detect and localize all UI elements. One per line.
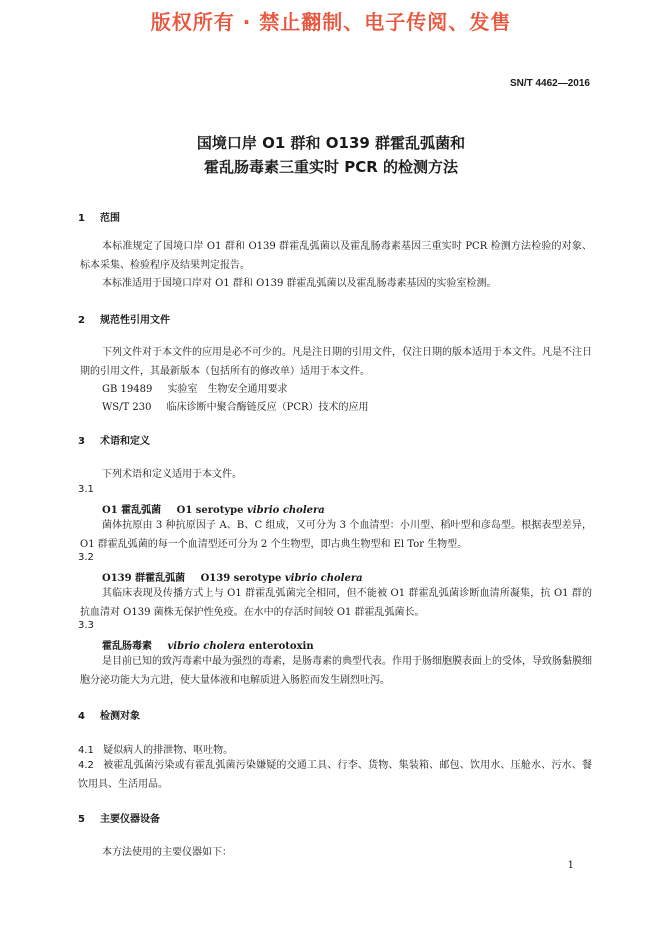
term-en: enterotoxin — [248, 641, 314, 652]
reference-1 — [102, 380, 288, 395]
section-1-paragraph-1: 本标准规定了国境口岸 O1 群和 O139 群霍乱弧菌以及霍乱肠毒素基因三重实时 PCR 检测方法检验的对象、标本采集、检验程序及结果判定报告。 — [80, 241, 592, 271]
section-2-paragraph-1: 下列文件对于本文件的应用是必不可少的。凡是注日期的引用文件，仅注日期的版本适用于本文件。凡是不注日期的引用文件，其最新版本（包括所有的修改单）适用于本文件。 — [80, 347, 592, 377]
reference-code: GB 19489 — [102, 384, 153, 395]
title-line-2: 霍乱肠毒素三重实时 PCR 的检测方法 — [204, 158, 458, 176]
reference-2 — [102, 398, 369, 413]
term-3-1-title — [102, 501, 325, 516]
section-number: 3 — [78, 436, 85, 447]
title-line-1: 国境口岸 O1 群和 O139 群霍乱弧菌和 — [196, 134, 466, 152]
item-text: 疑似病人的排泄物、呕吐物。 — [103, 745, 234, 756]
term-3-2-number: 3.2 — [78, 552, 94, 563]
term-3-1-definition: 菌体抗原由 3 种抗原因子 A、B、C 组成，又可分为 3 个血清型：小川型、稻叶型和彦岛型。根据表型差异，O1 群霍乱弧菌的每一个血清型还可分为 2 个生物型，即古典生物型和 El Tor 生物型。 — [80, 520, 592, 550]
item-4-2 — [78, 756, 592, 794]
term-latin: vibrio cholera — [167, 641, 246, 652]
reference-title: 临床诊断中聚合酶链反应（PCR）技术的应用 — [166, 402, 369, 413]
term-3-3-definition: 是目前已知的致泻毒素中最为强烈的毒素，是肠毒素的典型代表。作用于肠细胞膜表面上的受体，导致肠黏膜细胞分泌功能大为亢进，使大量体液和电解质进入肠腔而发生剧烈吐泻。 — [80, 656, 592, 686]
page-number: 1 — [567, 860, 574, 871]
section-5-paragraph-1: 本方法使用的主要仪器如下： — [102, 847, 232, 858]
term-en: O139 serotype — [200, 573, 282, 584]
section-number: 2 — [78, 315, 85, 326]
term-3-2-title — [102, 569, 363, 584]
section-title: 术语和定义 — [100, 436, 150, 447]
term-cn: 霍乱肠毒素 — [102, 641, 152, 652]
standard-number: SN/T 4462—2016 — [509, 78, 590, 89]
section-title: 规范性引用文件 — [100, 315, 170, 326]
term-latin: vibrio cholera — [247, 505, 325, 516]
section-1-heading — [78, 209, 120, 224]
watermark-banner: 版权所有 · 禁止翻制、电子传阅、发售 — [150, 10, 512, 34]
item-number: 4.2 — [78, 760, 94, 771]
section-number: 1 — [78, 213, 85, 224]
term-3-2-definition: 其临床表现及传播方式上与 O1 群霍乱弧菌完全相同，但不能被 O1 群霍乱弧菌诊断血清所凝集，抗 O1 群的抗血清对 O139 菌株无保护性免疫。在水中的存活时间较 O1 群霍乱弧菌长。 — [80, 588, 592, 618]
section-title: 检测对象 — [100, 711, 140, 722]
term-cn: O139 群霍乱弧菌 — [102, 573, 186, 584]
section-title: 范围 — [100, 213, 120, 224]
item-number: 4.1 — [78, 745, 94, 756]
section-3-heading — [78, 432, 150, 447]
term-cn: O1 霍乱弧菌 — [102, 505, 162, 516]
section-number: 4 — [78, 711, 85, 722]
term-latin: vibrio cholera — [284, 573, 363, 584]
section-2-heading — [78, 311, 170, 326]
reference-code: WS/T 230 — [102, 402, 152, 413]
term-3-1-number: 3.1 — [78, 484, 94, 495]
document-title — [0, 131, 662, 179]
term-3-3-number: 3.3 — [78, 620, 94, 631]
section-3-intro: 下列术语和定义适用于本文件。 — [102, 469, 242, 480]
section-4-heading — [78, 707, 140, 722]
item-text: 被霍乱弧菌污染或有霍乱弧菌污染嫌疑的交通工具、行李、货物、集装箱、邮包、饮用水、压舱水、污水、餐饮用具、生活用品。 — [78, 760, 593, 790]
section-title: 主要仪器设备 — [100, 814, 160, 825]
term-3-3-title — [102, 637, 314, 652]
term-en: O1 serotype — [176, 505, 244, 516]
section-1-paragraph-2: 本标准适用于国境口岸对 O1 群和 O139 群霍乱弧菌以及霍乱肠毒素基因的实验室检测。 — [102, 278, 497, 289]
section-5-heading — [78, 810, 160, 825]
item-4-1 — [78, 741, 233, 756]
section-number: 5 — [78, 814, 85, 825]
reference-title: 实验室 生物安全通用要求 — [167, 384, 288, 395]
